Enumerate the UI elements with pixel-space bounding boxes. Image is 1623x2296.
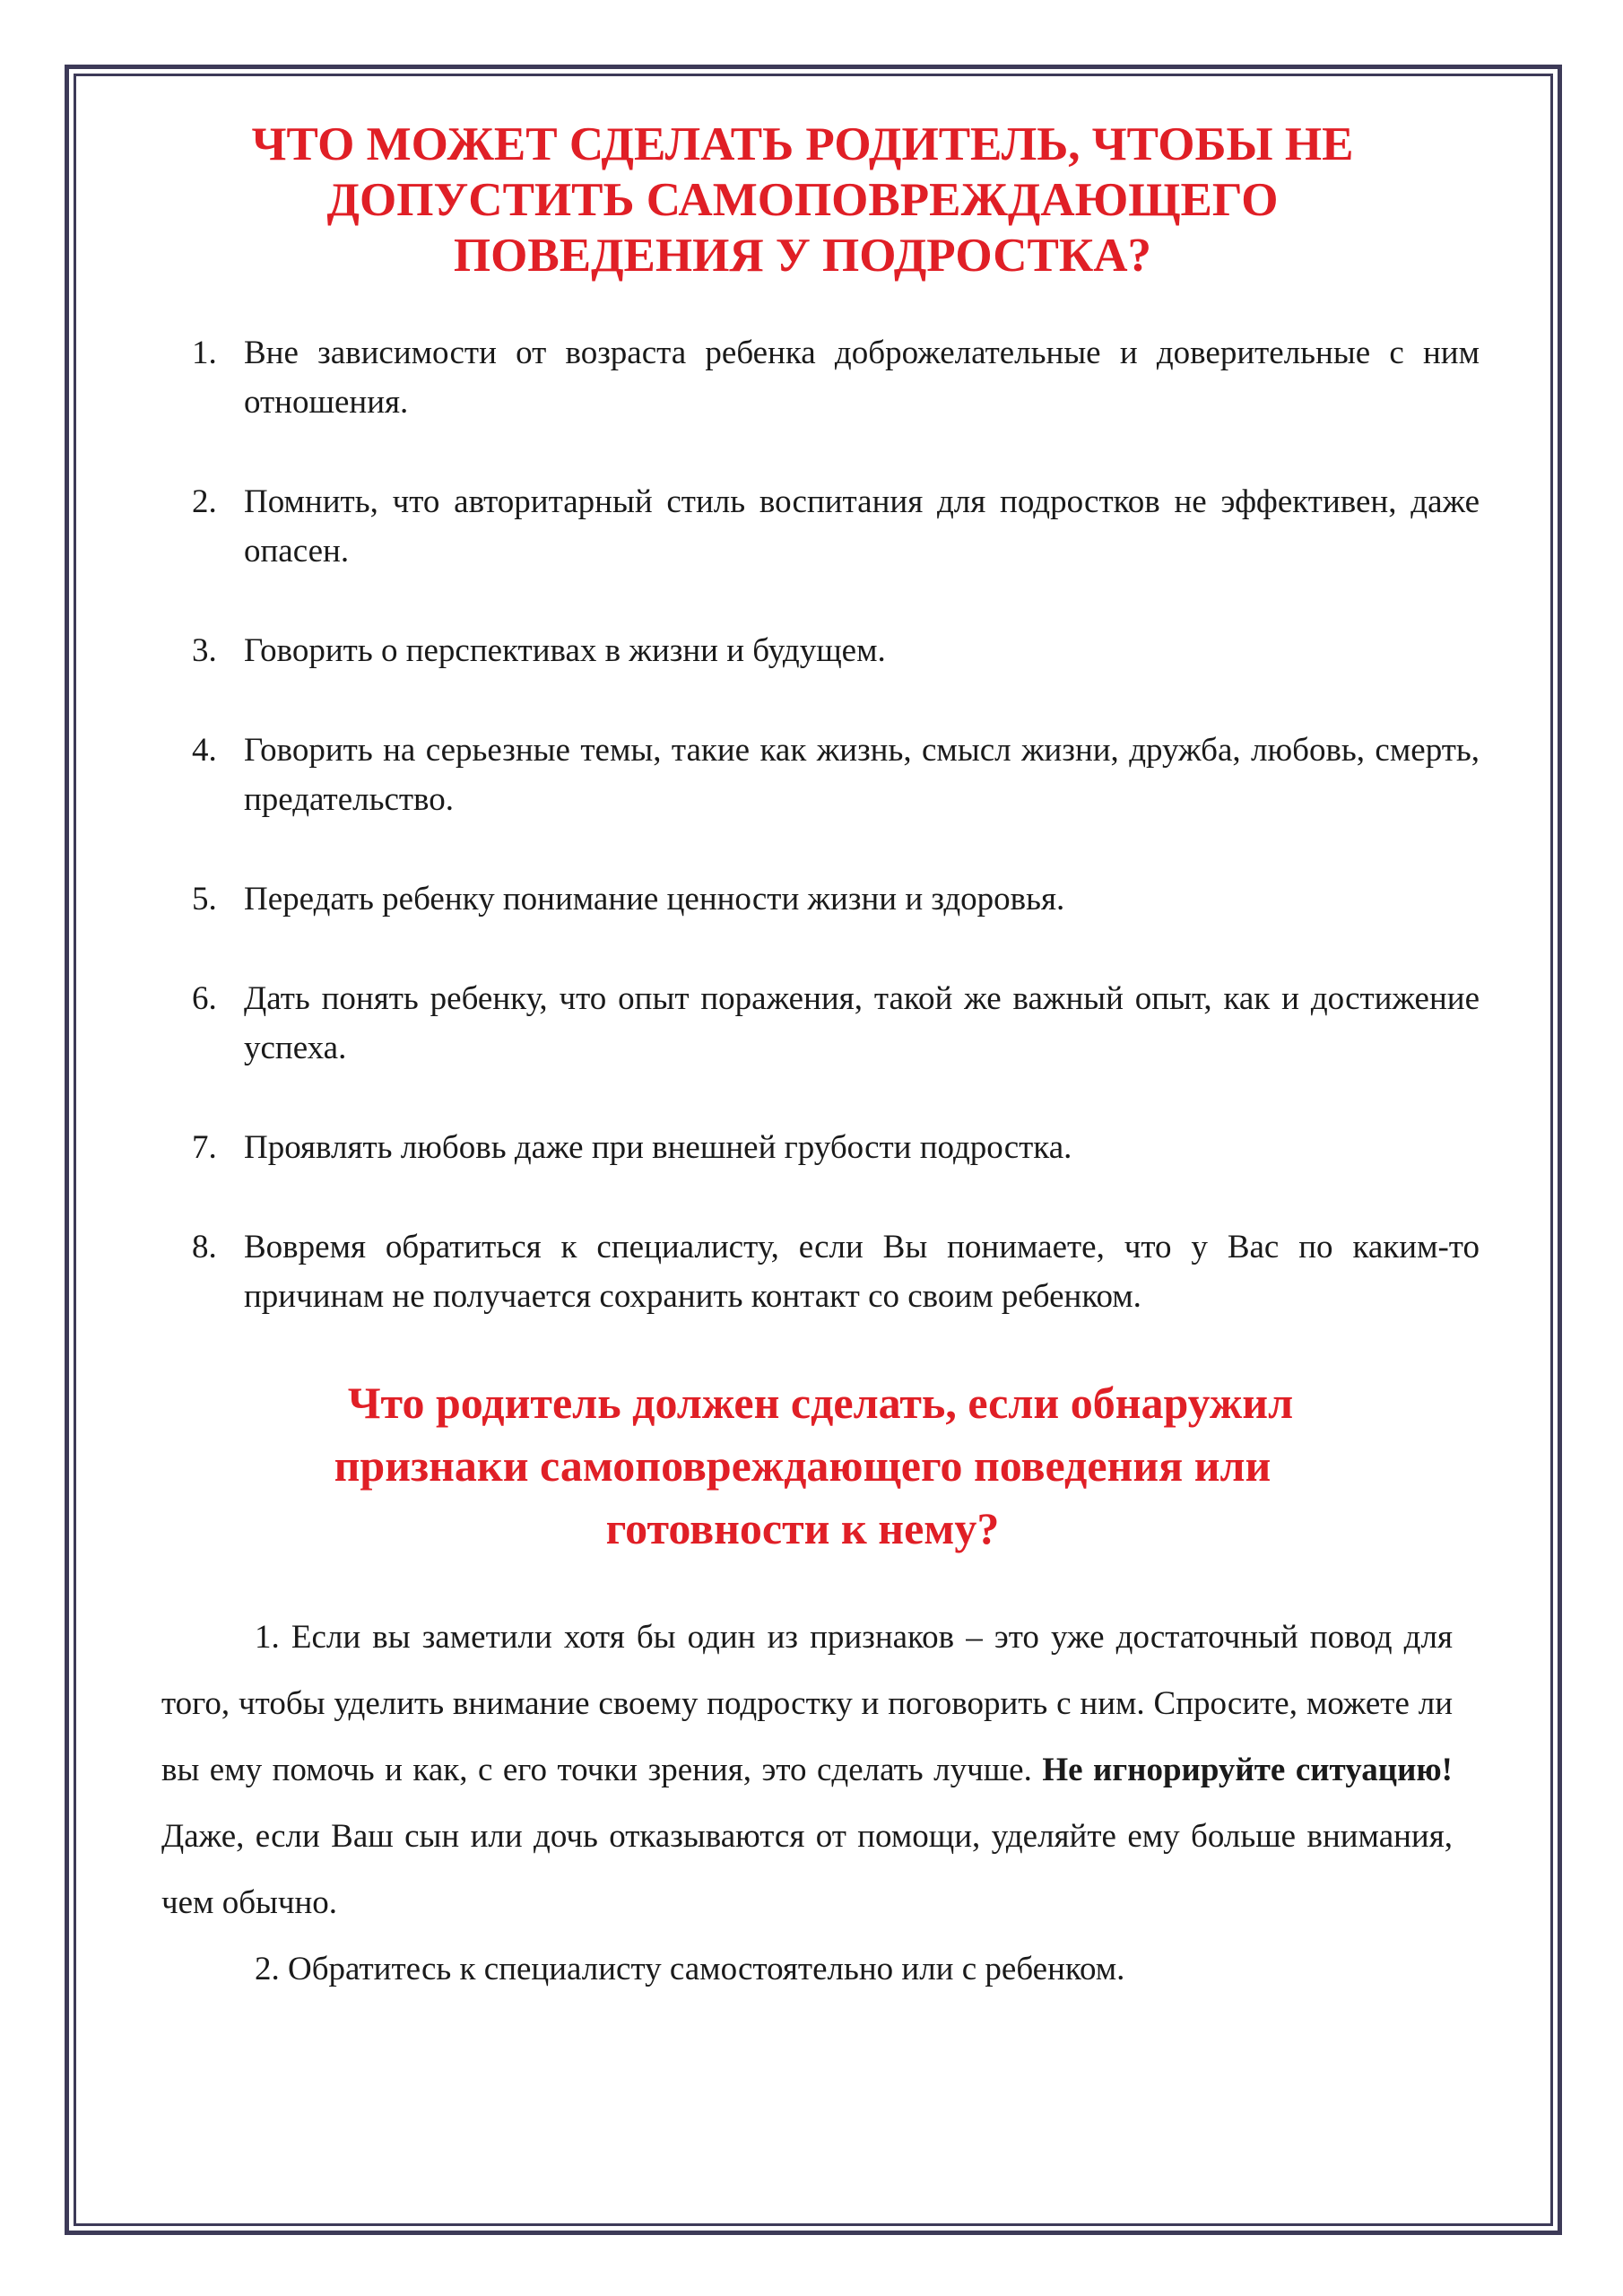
section-subtitle	[152, 1371, 1453, 1560]
tip-number: 8.	[192, 1229, 217, 1265]
tips-list	[179, 328, 1480, 1321]
action-paragraph-2: 2. Обратитесь к специалисту самостоятельно или с ребенком.	[255, 1951, 1125, 1987]
main-title-line-1: ЧТО МОЖЕТ СДЕЛАТЬ РОДИТЕЛЬ, ЧТОБЫ НЕ	[251, 118, 1354, 170]
action-1-emphasis: Не игнорируйте ситуацию!	[1042, 1752, 1453, 1788]
tip-text: Передать ребенку понимание ценности жизни и здоровья.	[244, 881, 1065, 918]
tip-item	[179, 974, 1480, 1073]
tip-number: 2.	[192, 483, 217, 520]
tip-item	[179, 1222, 1480, 1321]
tip-item	[179, 328, 1480, 427]
main-title-line-2: ДОПУСТИТЬ САМОПОВРЕЖДАЮЩЕГО	[326, 174, 1279, 226]
section-subtitle-line-1: Что родитель должен сделать, если обнаружил	[347, 1378, 1294, 1428]
tip-item	[179, 726, 1480, 824]
tip-number: 7.	[192, 1129, 217, 1166]
action-paragraph-1	[161, 1605, 1453, 1936]
action-1-start: 1. Если вы заметили хотя бы один из признаков – это уже достаточный повод для того, чтобы уделить внимание своему подростку и поговорить с ним. Спросите, можете ли вы ему помочь и как, с его точки зрения, это сделать лучше.	[161, 1619, 1453, 1788]
tip-text: Говорить о перспективах в жизни и будущем.	[244, 632, 886, 669]
section-subtitle-line-2: признаки самоповреждающего поведения или	[334, 1440, 1271, 1491]
tip-item	[179, 1123, 1480, 1172]
tip-item	[179, 477, 1480, 576]
tip-item	[179, 626, 1480, 675]
tip-number: 1.	[192, 335, 217, 371]
tip-item	[179, 874, 1480, 924]
main-title-line-3: ПОВЕДЕНИЯ У ПОДРОСТКА?	[453, 230, 1152, 282]
tip-text: Дать понять ребенку, что опыт поражения, такой же важный опыт, как и достижение успеха.	[244, 980, 1480, 1066]
tip-text: Вне зависимости от возраста ребенка доброжелательные и доверительные с ним отношения.	[244, 335, 1480, 421]
tip-number: 4.	[192, 732, 217, 769]
tip-text: Помнить, что авторитарный стиль воспитания для подростков не эффективен, даже опасен.	[244, 483, 1480, 570]
actions-text	[161, 1605, 1453, 2003]
tip-number: 3.	[192, 632, 217, 669]
document-content	[161, 108, 1480, 2003]
section-subtitle-line-3: готовности к нему?	[605, 1503, 1000, 1553]
tip-number: 5.	[192, 881, 217, 918]
tip-text: Проявлять любовь даже при внешней грубости подростка.	[244, 1129, 1072, 1166]
tip-number: 6.	[192, 980, 217, 1017]
action-1-end: Даже, если Ваш сын или дочь отказываются от помощи, уделяйте ему больше внимания, чем обычно.	[161, 1818, 1453, 1921]
main-title	[152, 117, 1453, 283]
tip-text: Говорить на серьезные темы, такие как жизнь, смысл жизни, дружба, любовь, смерть, предательство.	[244, 732, 1480, 818]
tip-text: Вовремя обратиться к специалисту, если Вы понимаете, что у Вас по каким-то причинам не получается сохранить контакт со своим ребенком.	[244, 1229, 1480, 1315]
